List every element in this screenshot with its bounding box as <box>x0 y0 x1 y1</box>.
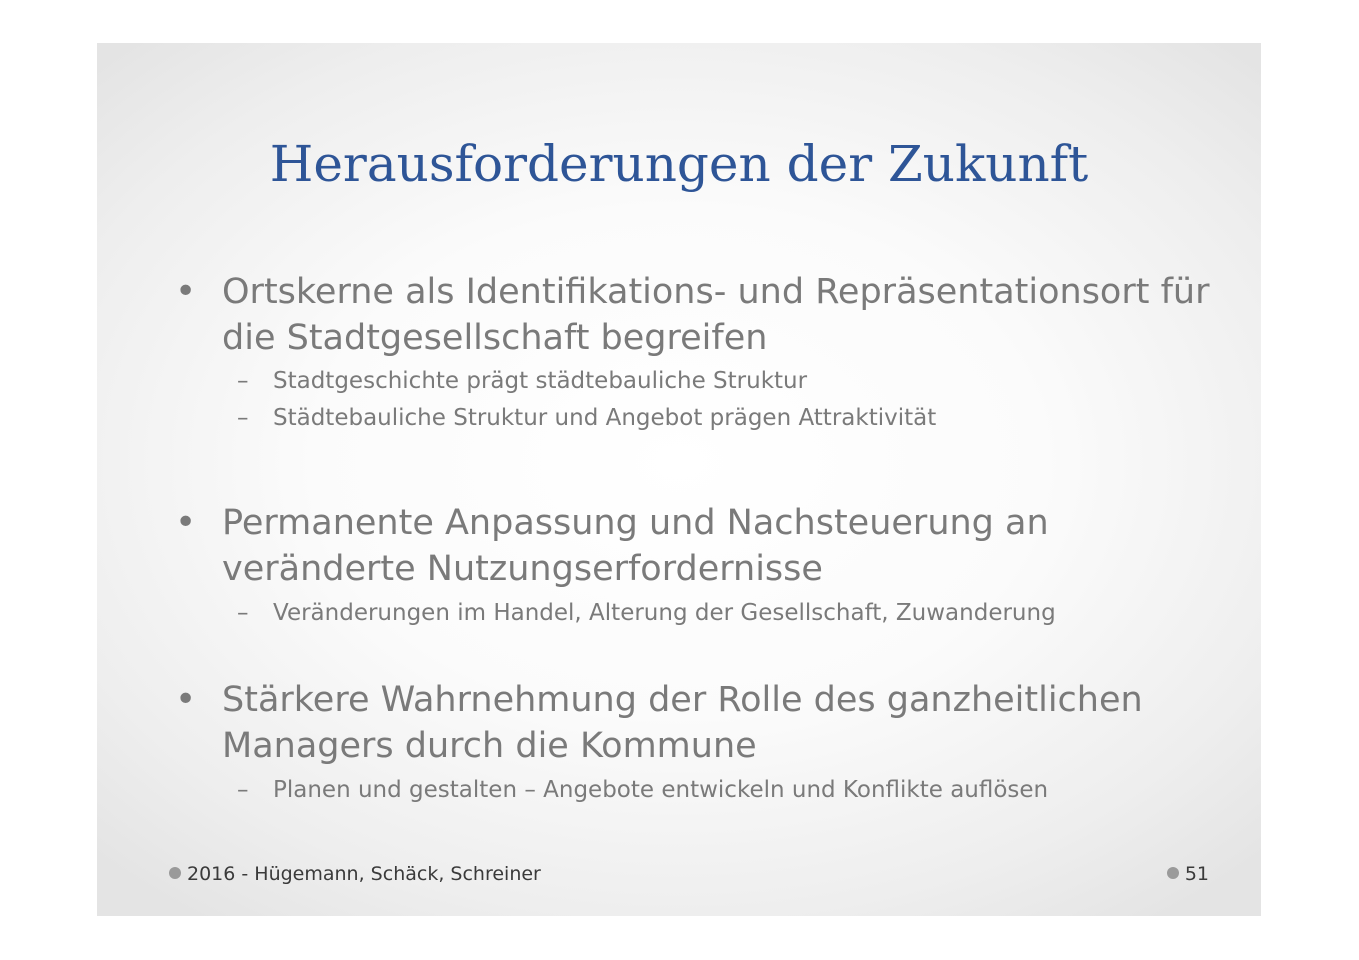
bullet-text: Stärkere Wahrnehmung der Rolle des ganzheitlichen Managers durch die Kommune <box>222 680 1143 766</box>
bullet-icon: • <box>175 502 197 543</box>
sub-bullet-text: Stadtgeschichte prägt städtebauliche Struktur <box>273 368 808 394</box>
footer-dot-icon <box>169 867 181 879</box>
page-number <box>1167 863 1209 885</box>
bullet-icon: • <box>175 679 197 720</box>
bullet-text: Permanente Anpassung und Nachsteuerung an veränderte Nutzungserfordernisse <box>222 503 1049 589</box>
bullet-text: Ortskerne als Identifikations- und Repräsentationsort für die Stadtgesellschaft begreifen <box>222 272 1210 358</box>
page-number-text: 51 <box>1184 863 1209 885</box>
footer-dot-icon <box>1167 867 1179 879</box>
footer-credits <box>169 863 541 885</box>
sub-bullet-text: Veränderungen im Handel, Alterung der Gesellschaft, Zuwanderung <box>273 600 1056 626</box>
footer-credits-text: 2016 - Hügemann, Schäck, Schreiner <box>187 863 541 885</box>
sub-bullet-text: Städtebauliche Struktur und Angebot prägen Attraktivität <box>273 405 937 431</box>
slide-title: Herausforderungen der Zukunft <box>269 135 1089 193</box>
dash-icon: – <box>237 777 249 803</box>
sub-bullet-text: Planen und gestalten – Angebote entwickeln und Konflikte auflösen <box>273 777 1049 803</box>
slide <box>97 43 1261 916</box>
dash-icon: – <box>237 368 249 394</box>
dash-icon: – <box>237 405 249 431</box>
dash-icon: – <box>237 600 249 626</box>
bullet-icon: • <box>175 271 197 312</box>
